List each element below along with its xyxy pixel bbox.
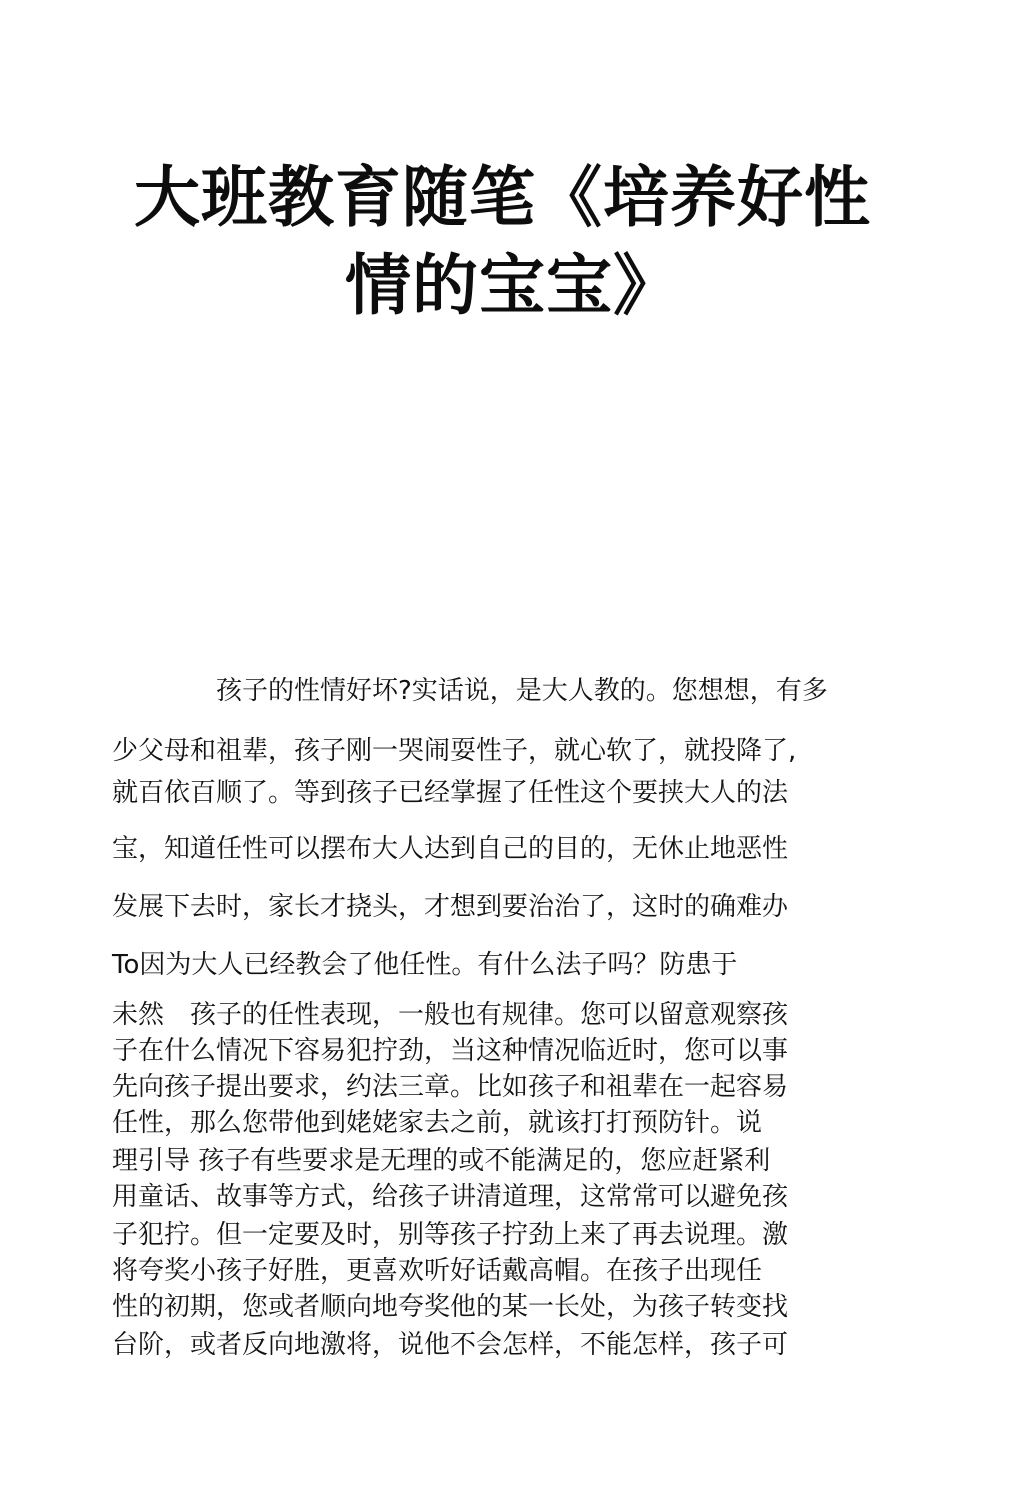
body-text-line: 用童话、故事等方式，给孩子讲清道理，这常常可以避免孩 — [112, 1182, 789, 1212]
body-text-line: 先向孩子提出要求，约法三章。比如孩子和祖辈在一起容易 — [112, 1072, 789, 1102]
body-text-line: 就百依百顺了。等到孩子已经掌握了任性这个要挟大人的法 — [112, 778, 789, 808]
body-text-line: 子犯拧。但一定要及时，别等孩子拧劲上来了再去说理。激 — [112, 1220, 789, 1250]
body-text-line: 发展下去时，家长才挠头，才想到要治治了，这时的确难办 — [112, 892, 789, 922]
body-text-line: 性的初期，您或者顺向地夸奖他的某一长处，为孩子转变找 — [112, 1292, 789, 1322]
document-title-line-1: 大班教育随笔《培养好性 — [134, 159, 871, 236]
body-text-line: 子在什么情况下容易犯拧劲，当这种情况临近时，您可以事 — [112, 1036, 789, 1066]
body-text-line: 未然 孩子的任性表现，一般也有规律。您可以留意观察孩 — [112, 1000, 789, 1030]
body-text-line: 任性，那么您带他到姥姥家去之前，就该打打预防针。说 — [112, 1108, 763, 1138]
document-title-line-2: 情的宝宝》 — [345, 247, 680, 324]
body-text-line: 孩子的性情好坏?实话说，是大人教的。您想想，有多 — [216, 676, 828, 706]
body-text-line: 理引导 孩子有些要求是无理的或不能满足的，您应赶紧利 — [112, 1146, 771, 1176]
body-text-line: To因为大人已经教会了他任性。有什么法子吗？防患于 — [112, 950, 738, 980]
body-text-line: 台阶，或者反向地激将，说他不会怎样，不能怎样，孩子可 — [112, 1330, 789, 1360]
body-text-line: 少父母和祖辈，孩子刚一哭闹耍性子，就心软了，就投降了, — [112, 736, 797, 766]
body-text-line: 将夸奖小孩子好胜，更喜欢听好话戴高帽。在孩子出现任 — [112, 1256, 763, 1286]
body-text-line: 宝，知道任性可以摆布大人达到自己的目的，无休止地恶性 — [112, 834, 789, 864]
